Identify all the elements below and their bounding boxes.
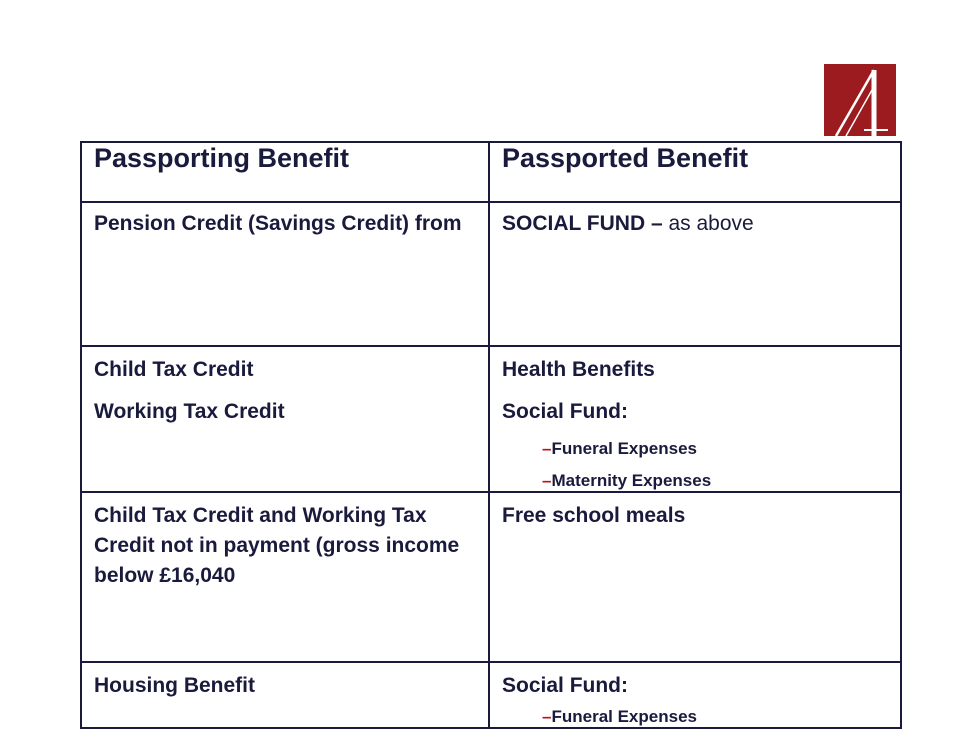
passporting-text: Child Tax Credit <box>94 358 254 381</box>
passported-bold: SOCIAL FUND – <box>502 212 663 235</box>
sub-item <box>502 707 888 727</box>
passporting-text: Working Tax Credit <box>94 400 285 423</box>
dash-bullet: – <box>542 707 552 726</box>
passported-item: Social Fund: <box>502 400 628 423</box>
passported-item: Social Fund: <box>502 674 628 697</box>
passported-cell <box>489 492 901 662</box>
table-header-row <box>81 142 901 202</box>
sub-item <box>502 471 888 491</box>
table-row <box>81 346 901 492</box>
sub-item-label: Maternity Expenses <box>551 471 712 490</box>
sub-item-label: Funeral Expenses <box>551 707 697 726</box>
passporting-text: Housing Benefit <box>94 674 255 697</box>
passported-cell <box>489 346 901 492</box>
table-row <box>81 492 901 662</box>
passported-cell <box>489 662 901 728</box>
table-row <box>81 202 901 346</box>
passported-item: Health Benefits <box>502 358 655 381</box>
passported-item: Free school meals <box>502 504 686 527</box>
passported-cell <box>489 202 901 346</box>
benefits-table <box>80 141 902 729</box>
passporting-cell <box>81 662 489 728</box>
dash-bullet: – <box>542 439 552 458</box>
passporting-text: Pension Credit (Savings Credit) from <box>94 212 462 235</box>
table-row <box>81 662 901 728</box>
passporting-cell <box>81 492 489 662</box>
sub-item <box>502 439 888 459</box>
sub-item-label: Funeral Expenses <box>551 439 697 458</box>
passporting-cell <box>81 346 489 492</box>
passported-text <box>502 203 888 239</box>
dash-bullet: – <box>542 471 552 490</box>
passported-normal: as above <box>662 212 754 235</box>
logo-background <box>824 64 896 136</box>
column-header-passported: Passported Benefit <box>489 142 901 202</box>
column-header-passporting: Passporting Benefit <box>81 142 489 202</box>
passporting-cell <box>81 202 489 346</box>
logo <box>824 64 896 136</box>
passporting-text: Child Tax Credit and Working Tax Credit not in payment (gross income below £16,040 <box>94 504 460 587</box>
